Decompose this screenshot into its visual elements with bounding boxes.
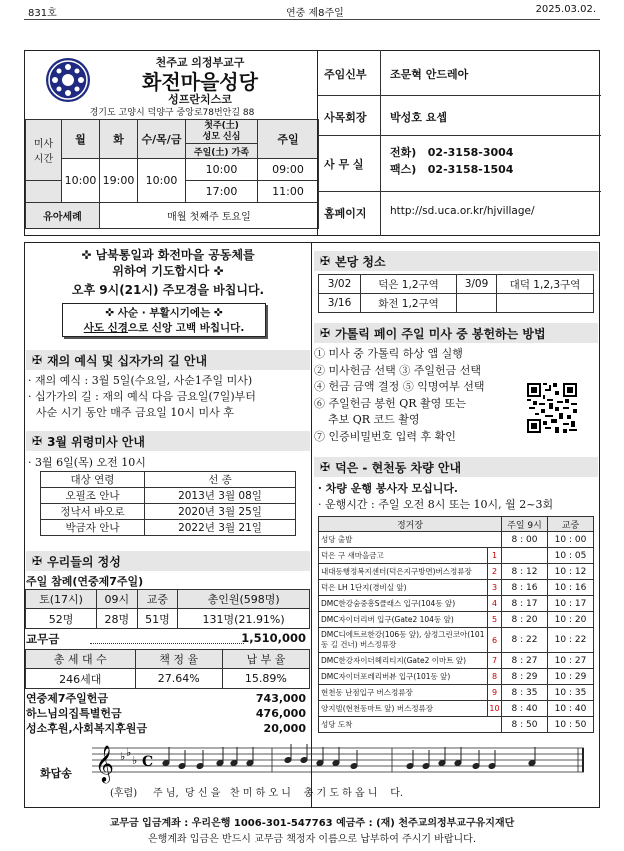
sunday-offering-label: 연중제7주일헌금 (26, 692, 109, 705)
svg-text:♭: ♭ (126, 746, 132, 759)
mass-day-sat-first: 첫주(土) 성모 신심 (186, 120, 258, 144)
pastor-name: 조문혁 안드레아 (390, 68, 469, 81)
table-row (319, 653, 594, 669)
creed-notice-box (62, 303, 266, 337)
table-row (319, 580, 594, 596)
vocation-offering-amount: 20,000 (263, 722, 306, 735)
church-fee-label: 교무금 (26, 632, 60, 646)
prayer-block (26, 247, 310, 298)
creed-notice-line-2: 으로 신앙 고백 바칩니다. (127, 322, 245, 334)
mass-day-mon: 월 (62, 120, 100, 159)
bus-stop-name: DMC한강자이더헤리티지(Gate2 이마트 앞) (319, 653, 488, 669)
bus-stop-name: 현천동 난점입구 버스정류장 (319, 685, 488, 701)
web-label: 홈페이지 (324, 207, 367, 220)
mass-time-table (25, 119, 319, 229)
infant-baptism-value: 매월 첫째주 토요일 (100, 203, 319, 229)
bus-time: 10 : 29 (548, 669, 594, 685)
mass-tue-time: 19:00 (100, 159, 138, 203)
cross-icon: ✠ (320, 326, 331, 340)
mass-sun-time-2: 11:00 (258, 181, 319, 203)
cross-icon: ✠ (320, 254, 331, 268)
liturgical-week: 연중 제8주일 (286, 8, 344, 19)
bus-time: 8 : 00 (502, 532, 548, 548)
mass-label-spacer (26, 181, 62, 203)
table-row (319, 701, 594, 717)
mass-day-tue: 화 (100, 120, 138, 159)
catholicpay-steps (314, 346, 524, 445)
bus-header-main: 교중 (548, 517, 594, 532)
bus-time: 8 : 27 (502, 653, 548, 669)
table-row: 3/16 화전 1,2구역 (319, 294, 594, 313)
offering-amounts (26, 691, 306, 736)
chair-label: 사목회장 (324, 111, 367, 124)
bus-header-stop: 정거장 (319, 517, 502, 532)
bus-stop-number: 3 (488, 580, 502, 596)
ash-section-header: ✠ 재의 예식 및 십자가의 길 안내 (26, 350, 310, 370)
table-row: 박금자 안나 2022년 3월 21일 (41, 520, 296, 536)
parish-name: 화전마을성당 (142, 70, 258, 94)
bus-stop-number: 4 (488, 596, 502, 612)
table-row (319, 596, 594, 612)
table-row (319, 669, 594, 685)
bus-schedule-note: · 운행시간 : 주일 오전 8시 또는 10시, 월 2~3회 (318, 498, 554, 511)
prayer-mark-icon: ✜ (105, 307, 115, 319)
memorial-section-header: ✠ 3월 위령미사 안내 (26, 431, 310, 451)
bus-stop-name: 덕은 구 새마을금고 (319, 548, 488, 564)
creed-notice-line-1: 사순 · 부활시기에는 (117, 307, 211, 319)
cross-icon: ✠ (32, 554, 43, 568)
prayer-line-2: 위하여 기도합시다 (112, 264, 210, 278)
memorial-table (40, 471, 296, 536)
mass-sun-time-1: 09:00 (258, 159, 319, 181)
infant-baptism-label: 유아세례 (26, 203, 100, 229)
parish-emblem-icon (46, 58, 90, 102)
bus-time: 10 : 50 (548, 717, 594, 733)
bus-section-header: ✠ 덕은 - 현천동 차량 안내 (314, 457, 598, 477)
bus-stop-name: 양지빌(현천동마트 앞) 버스정류장 (319, 701, 488, 717)
table-row (319, 548, 594, 564)
table-row: 오필조 안나 2013년 3월 08일 (41, 488, 296, 504)
table-row (319, 612, 594, 628)
vocation-offering-label: 성소후원,사회복지후원금 (26, 722, 148, 735)
special-offering-label: 하느님의집특별헌금 (26, 707, 122, 720)
top-bar (24, 4, 600, 20)
footer-note: 은행계좌 입금은 반드시 교무금 책정자 이름으로 납부하여 주시기 바랍니다. (147, 834, 477, 845)
catholicpay-step: ② 미사헌금 선택 ③ 주일헌금 선택 (314, 363, 481, 377)
column-divider (311, 242, 312, 808)
bus-time: 8 : 35 (502, 685, 548, 701)
cross-icon: ✠ (320, 460, 331, 474)
prayer-line-1: 남북통일과 화전마을 공동체를 (95, 248, 255, 262)
catholicpay-section-header: ✠ 가톨릭 페이 주일 미사 중 봉헌하는 방법 (314, 323, 598, 343)
bus-stop-number: 2 (488, 564, 502, 580)
ash-line-2: · 십가가의 길 : 재의 예식 다음 금요일(7일)부터 (28, 390, 256, 403)
bus-time: 8 : 40 (502, 701, 548, 717)
chair-name: 박성호 요셉 (390, 111, 447, 124)
bus-time: 10 : 27 (548, 653, 594, 669)
qr-code-icon[interactable] (527, 383, 577, 433)
bus-time: 10 : 05 (548, 548, 594, 564)
catholicpay-step: ⑥ 주일헌금 봉헌 QR 촬영 또는 (314, 396, 467, 410)
bus-stop-number: 6 (488, 628, 502, 653)
memorial-header-date: 선 종 (145, 472, 296, 488)
parish-address: 경기도 고양시 덕양구 중앙로78번안길 88 (89, 108, 255, 118)
bus-time: 10 : 35 (548, 685, 594, 701)
issue-date: 2025.03.02. (535, 4, 596, 15)
bus-stop-name: 성당 도착 (319, 717, 502, 733)
mass-day-sat-family: 주일(土) 가족 (186, 144, 258, 159)
bus-time (502, 548, 548, 564)
bus-time: 10 : 40 (548, 701, 594, 717)
bus-stop-name: 덕은 LH 1단지(경비실 앞) (319, 580, 488, 596)
bus-stop-number: 8 (488, 669, 502, 685)
bus-time: 10 : 12 (548, 564, 594, 580)
web-link[interactable]: http://sd.uca.or.kr/hjvillage/ (390, 205, 535, 217)
mass-day-wed: 수/목/금 (138, 120, 186, 159)
bus-time: 8 : 17 (502, 596, 548, 612)
issue-number: 831호 (28, 8, 57, 19)
prayer-line-3: 오후 9시(21시) 주모경을 바칩니다. (71, 283, 265, 297)
svg-text:C: C (142, 754, 154, 770)
bus-stop-number: 7 (488, 653, 502, 669)
bus-time: 8 : 22 (502, 628, 548, 653)
table-row (319, 628, 594, 653)
memorial-header-name: 대상 연령 (41, 472, 145, 488)
mass-wed-time: 10:00 (138, 159, 186, 203)
office-label: 사 무 실 (324, 158, 364, 171)
psalm-label: 화답송 (40, 767, 72, 780)
footer-account: 교무금 입금계좌 : 우리은행 1006-301-547763 예금주 : (재) 천주교의정부교구유지재단 (109, 818, 515, 829)
bus-stop-number: 1 (488, 548, 502, 564)
table-row (319, 685, 594, 701)
catholicpay-step: ⑦ 인증비밀번호 입력 후 확인 (314, 429, 456, 443)
mass-day-sun: 주일 (258, 120, 319, 159)
bus-time: 8 : 20 (502, 612, 548, 628)
memorial-date: · 3월 6일(목) 오전 10시 (28, 456, 146, 469)
cross-icon: ✠ (32, 353, 43, 367)
bus-time: 8 : 50 (502, 717, 548, 733)
bus-stop-name: DMC자이더포레리버뷰 입구(101동 앞) (319, 669, 488, 685)
cross-icon: ✠ (32, 434, 43, 448)
bus-stop-number: 10 (488, 701, 502, 717)
bus-stop-name: DMC한강숨중흥S클래스 입구(104동 앞) (319, 596, 488, 612)
bus-time: 10 : 22 (548, 628, 594, 653)
prayer-mark-icon: ✜ (213, 264, 224, 278)
catholicpay-step: 추보 QR 코드 촬영 (328, 413, 420, 426)
bus-time: 10 : 20 (548, 612, 594, 628)
office-phone: 전화) 02-3158-3004 (390, 146, 514, 159)
prayer-mark-icon: ✜ (213, 307, 223, 319)
ash-content (28, 373, 308, 421)
bus-stop-number: 5 (488, 612, 502, 628)
contact-box (317, 50, 600, 236)
table-row (319, 532, 594, 548)
patron-name: 성프란치스코 (168, 93, 232, 106)
attendance-label: 주일 참례(연중제7주일) (26, 575, 144, 588)
offering-section-header: ✠ 우리들의 정성 (26, 551, 310, 571)
mass-sat-time-2: 17:00 (186, 181, 258, 203)
bus-time: 8 : 29 (502, 669, 548, 685)
psalm-music-staff (92, 742, 584, 786)
bus-time: 8 : 16 (502, 580, 548, 596)
svg-text:♭: ♭ (120, 750, 126, 763)
bus-time: 10 : 16 (548, 580, 594, 596)
sunday-offering-amount: 743,000 (255, 692, 306, 705)
diocese-name: 천주교 의정부교구 (155, 56, 245, 69)
fee-stats-table: 총 세 대 수 책 정 율 납 부 율 246세대 27.64% 15.89% (25, 649, 310, 689)
svg-text:♭: ♭ (132, 754, 138, 767)
psalm-lyrics: (후렴) 주 님, 당 신 을 찬 미 하 오 니 총 기 도 하 옵 니 다. (110, 788, 404, 799)
bus-stop-number: 9 (488, 685, 502, 701)
bus-stop-name: DMC디에트르한강(106동 앞), 삼정그린코아(101동 길 건너) 버스정류장 (319, 628, 488, 653)
mass-label: 미사 시간 (26, 120, 62, 181)
cleaning-table (318, 274, 594, 313)
bus-time: 10 : 17 (548, 596, 594, 612)
bus-table (318, 516, 594, 733)
mass-sat-time-1: 10:00 (186, 159, 258, 181)
church-fee-row (26, 631, 306, 647)
bus-volunteer-notice: · 차량 운행 봉사자 모십니다. (318, 482, 458, 495)
pastor-label: 주임신부 (324, 68, 367, 81)
table-row: 정낙서 바오로 2020년 3월 25일 (41, 504, 296, 520)
attendance-table: 토(17시) 09시 교중 총인원(598명) 52명 28명 51명 131명(21.91%) (25, 589, 310, 629)
cleaning-section-header: ✠ 본당 청소 (314, 251, 598, 271)
ash-line-3: 사순 시기 동안 매주 금요일 10시 미사 후 (36, 406, 234, 419)
svg-text:𝄞: 𝄞 (95, 744, 114, 782)
catholicpay-step: ④ 헌금 금액 결정 ⑤ 익명여부 선택 (314, 380, 485, 393)
bus-stop-name: DMC자이더리버 입구(Gate2 104동 앞) (319, 612, 488, 628)
prayer-mark-icon: ✜ (81, 248, 92, 262)
bus-header-9: 주일 9시 (502, 517, 548, 532)
mass-mon-time: 10:00 (62, 159, 100, 203)
ash-line-1: · 재의 예식 : 3월 5일(수요일, 사순1주일 미사) (28, 374, 253, 387)
special-offering-amount: 476,000 (255, 707, 306, 720)
bus-time: 8 : 12 (502, 564, 548, 580)
church-fee-amount: 1,510,000 (241, 631, 306, 645)
table-row (319, 564, 594, 580)
catholicpay-step: ① 미사 중 가톨릭 하상 앱 실행 (314, 347, 463, 360)
bus-stop-name: 내대동행정복지센터(덕은지구방면)버스정류장 (319, 564, 488, 580)
bus-time: 10 : 00 (548, 532, 594, 548)
bus-stop-name: 성당 출발 (319, 532, 502, 548)
office-fax: 팩스) 02-3158-1504 (390, 163, 514, 176)
table-row: 3/02 덕은 1,2구역 3/09 대덕 1,2,3구역 (319, 275, 594, 294)
creed-name: 사도 신경 (83, 322, 128, 334)
table-row (319, 717, 594, 733)
